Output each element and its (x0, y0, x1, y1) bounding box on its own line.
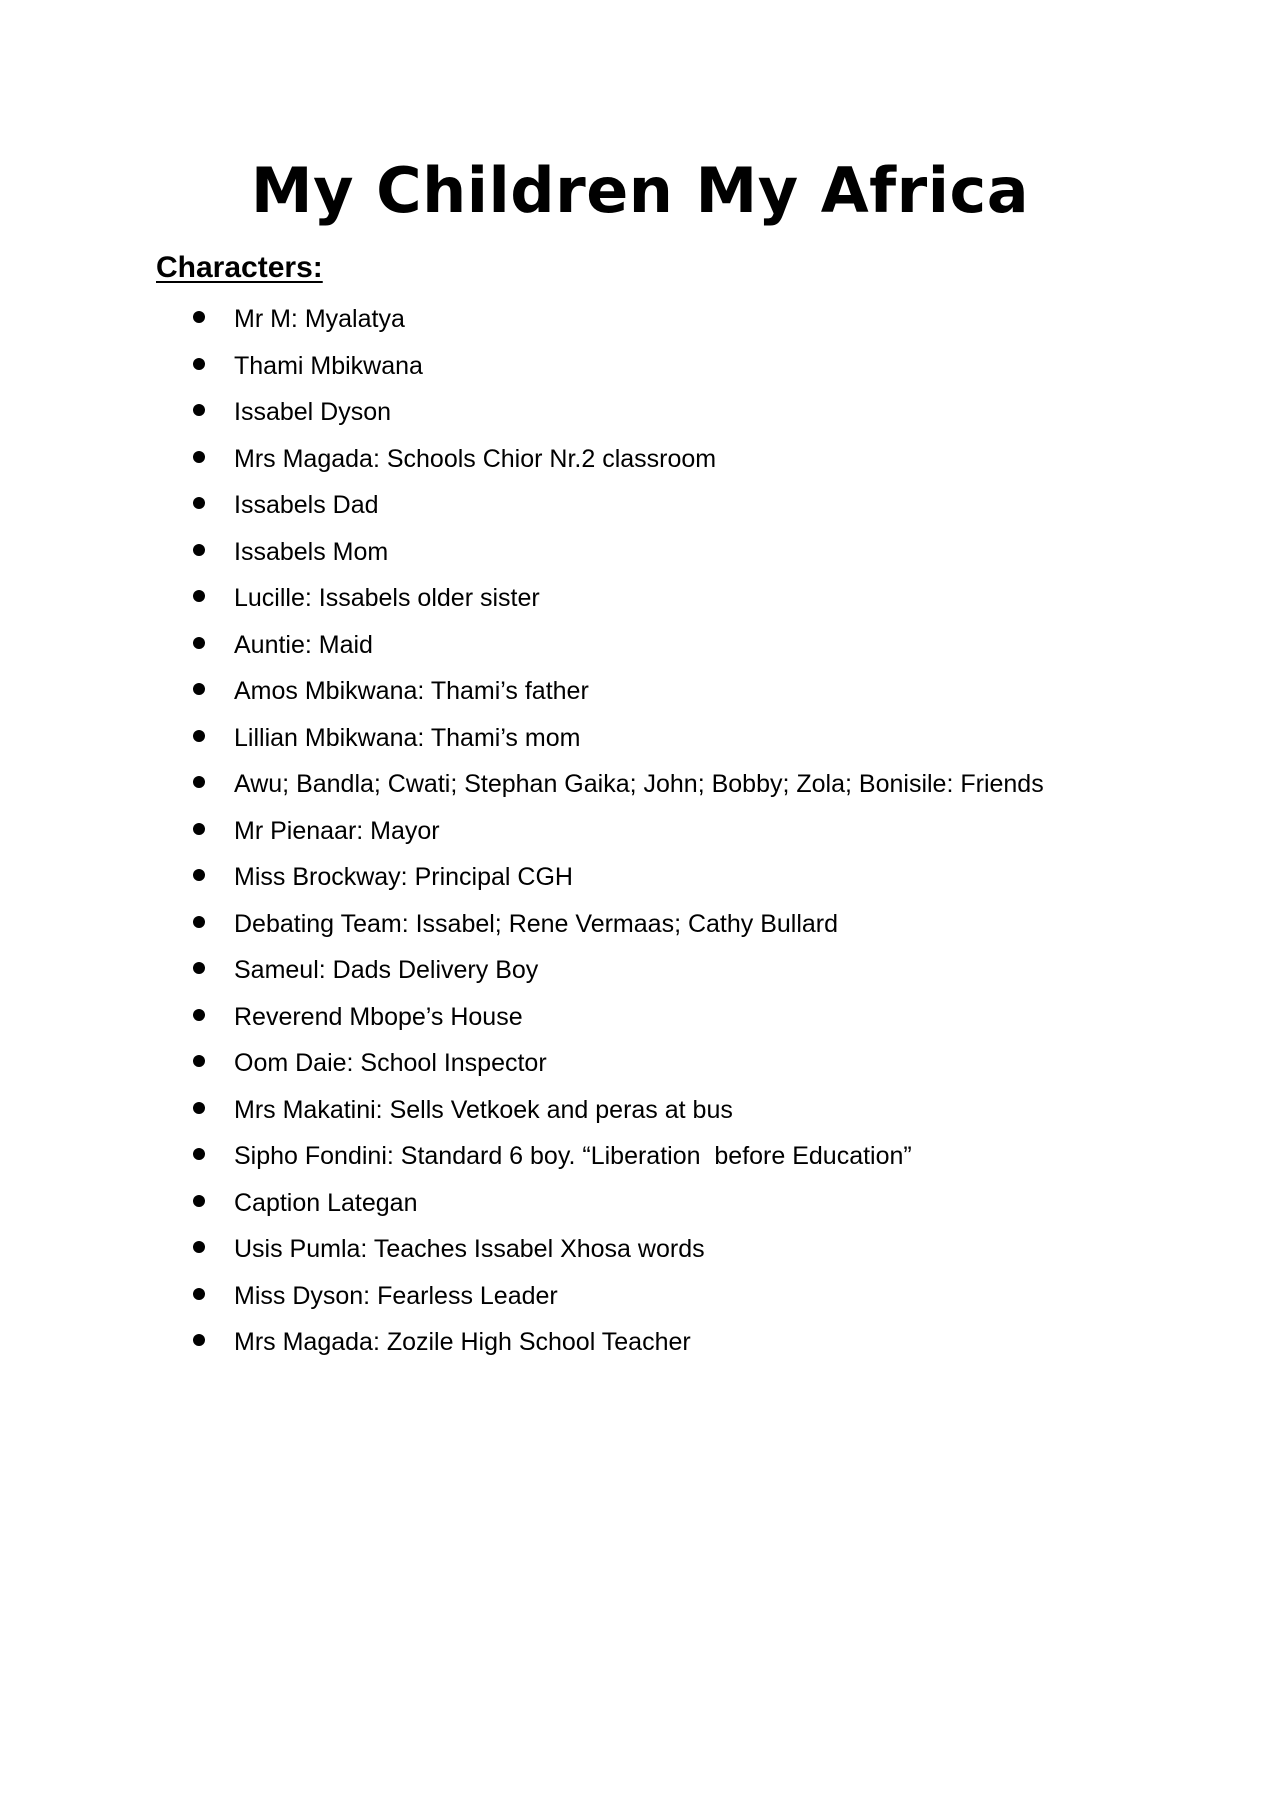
bullet-icon (193, 404, 205, 416)
list-item (0, 625, 1280, 672)
list-item (0, 718, 1280, 765)
bullet-icon (193, 1288, 205, 1300)
character-entry: Miss Dyson: Fearless Leader (234, 1281, 558, 1310)
bullet-icon (193, 637, 205, 649)
bullet-icon (193, 916, 205, 928)
list-item (0, 904, 1280, 951)
list-item (0, 950, 1280, 997)
bullet-icon (193, 1241, 205, 1253)
list-item (0, 671, 1280, 718)
list-item (0, 392, 1280, 439)
bullet-icon (193, 1009, 205, 1021)
character-entry: Miss Brockway: Principal CGH (234, 863, 573, 891)
list-item (0, 532, 1280, 579)
list-item (0, 299, 1280, 346)
bullet-icon (193, 497, 205, 509)
character-entry: Sameul: Dads Delivery Boy (234, 956, 539, 984)
list-item (0, 485, 1280, 532)
character-entry: Issabel Dyson (234, 398, 392, 426)
bullet-icon (193, 823, 205, 835)
character-entry: Issabels Dad (234, 491, 379, 519)
list-item (0, 578, 1280, 625)
list-item (0, 764, 1280, 811)
bullet-icon (193, 962, 205, 974)
bullet-icon (193, 730, 205, 742)
bullet-icon (193, 1334, 205, 1346)
list-item (0, 346, 1280, 393)
bullet-icon (193, 1148, 205, 1160)
character-entry: Mr Pienaar: Mayor (234, 816, 440, 845)
list-item (0, 1229, 1280, 1276)
list-item (0, 1136, 1280, 1183)
character-entry: Sipho Fondini: Standard 6 boy. “Liberation before Education” (234, 1142, 912, 1170)
character-entry: Thami Mbikwana (234, 351, 423, 380)
list-item (0, 1090, 1280, 1137)
bullet-icon (193, 544, 205, 556)
character-entry: Oom Daie: School Inspector (234, 1049, 547, 1077)
character-entry: Mrs Magada: Zozile High School Teacher (234, 1328, 691, 1356)
character-entry: Mrs Makatini: Sells Vetkoek and peras at bus (234, 1095, 733, 1124)
bullet-icon (193, 451, 205, 463)
list-item (0, 1183, 1280, 1230)
character-entry: Debating Team: Issabel; Rene Vermaas; Cathy Bullard (234, 909, 839, 938)
character-entry: Caption Lategan (234, 1188, 418, 1217)
character-entry: Reverend Mbope’s House (234, 1002, 523, 1031)
character-entry: Amos Mbikwana: Thami’s father (234, 677, 589, 705)
character-entry: Issabels Mom (234, 537, 389, 566)
list-item (0, 857, 1280, 904)
page-title: My Children My Africa (250, 154, 1030, 227)
character-entry: Lillian Mbikwana: Thami’s mom (234, 723, 581, 752)
character-entry: Awu; Bandla; Cwati; Stephan Gaika; John; Bobby; Zola; Bonisile: Friends (234, 770, 1044, 798)
character-entry: Lucille: Issabels older sister (234, 584, 540, 612)
list-item (0, 1276, 1280, 1323)
list-item (0, 439, 1280, 486)
characters-heading: Characters: (156, 251, 323, 284)
list-item (0, 1043, 1280, 1090)
characters-list (0, 299, 1280, 1369)
bullet-icon (193, 869, 205, 881)
list-item (0, 1322, 1280, 1369)
bullet-icon (193, 358, 205, 370)
character-entry: Mr M: Myalatya (234, 305, 405, 333)
list-item (0, 811, 1280, 858)
bullet-icon (193, 1102, 205, 1114)
character-entry: Usis Pumla: Teaches Issabel Xhosa words (234, 1235, 705, 1263)
list-item (0, 997, 1280, 1044)
character-entry: Mrs Magada: Schools Chior Nr.2 classroom (234, 444, 717, 473)
bullet-icon (193, 1195, 205, 1207)
bullet-icon (193, 311, 205, 323)
bullet-icon (193, 1055, 205, 1067)
bullet-icon (193, 683, 205, 695)
bullet-icon (193, 590, 205, 602)
bullet-icon (193, 776, 205, 788)
character-entry: Auntie: Maid (234, 630, 373, 659)
